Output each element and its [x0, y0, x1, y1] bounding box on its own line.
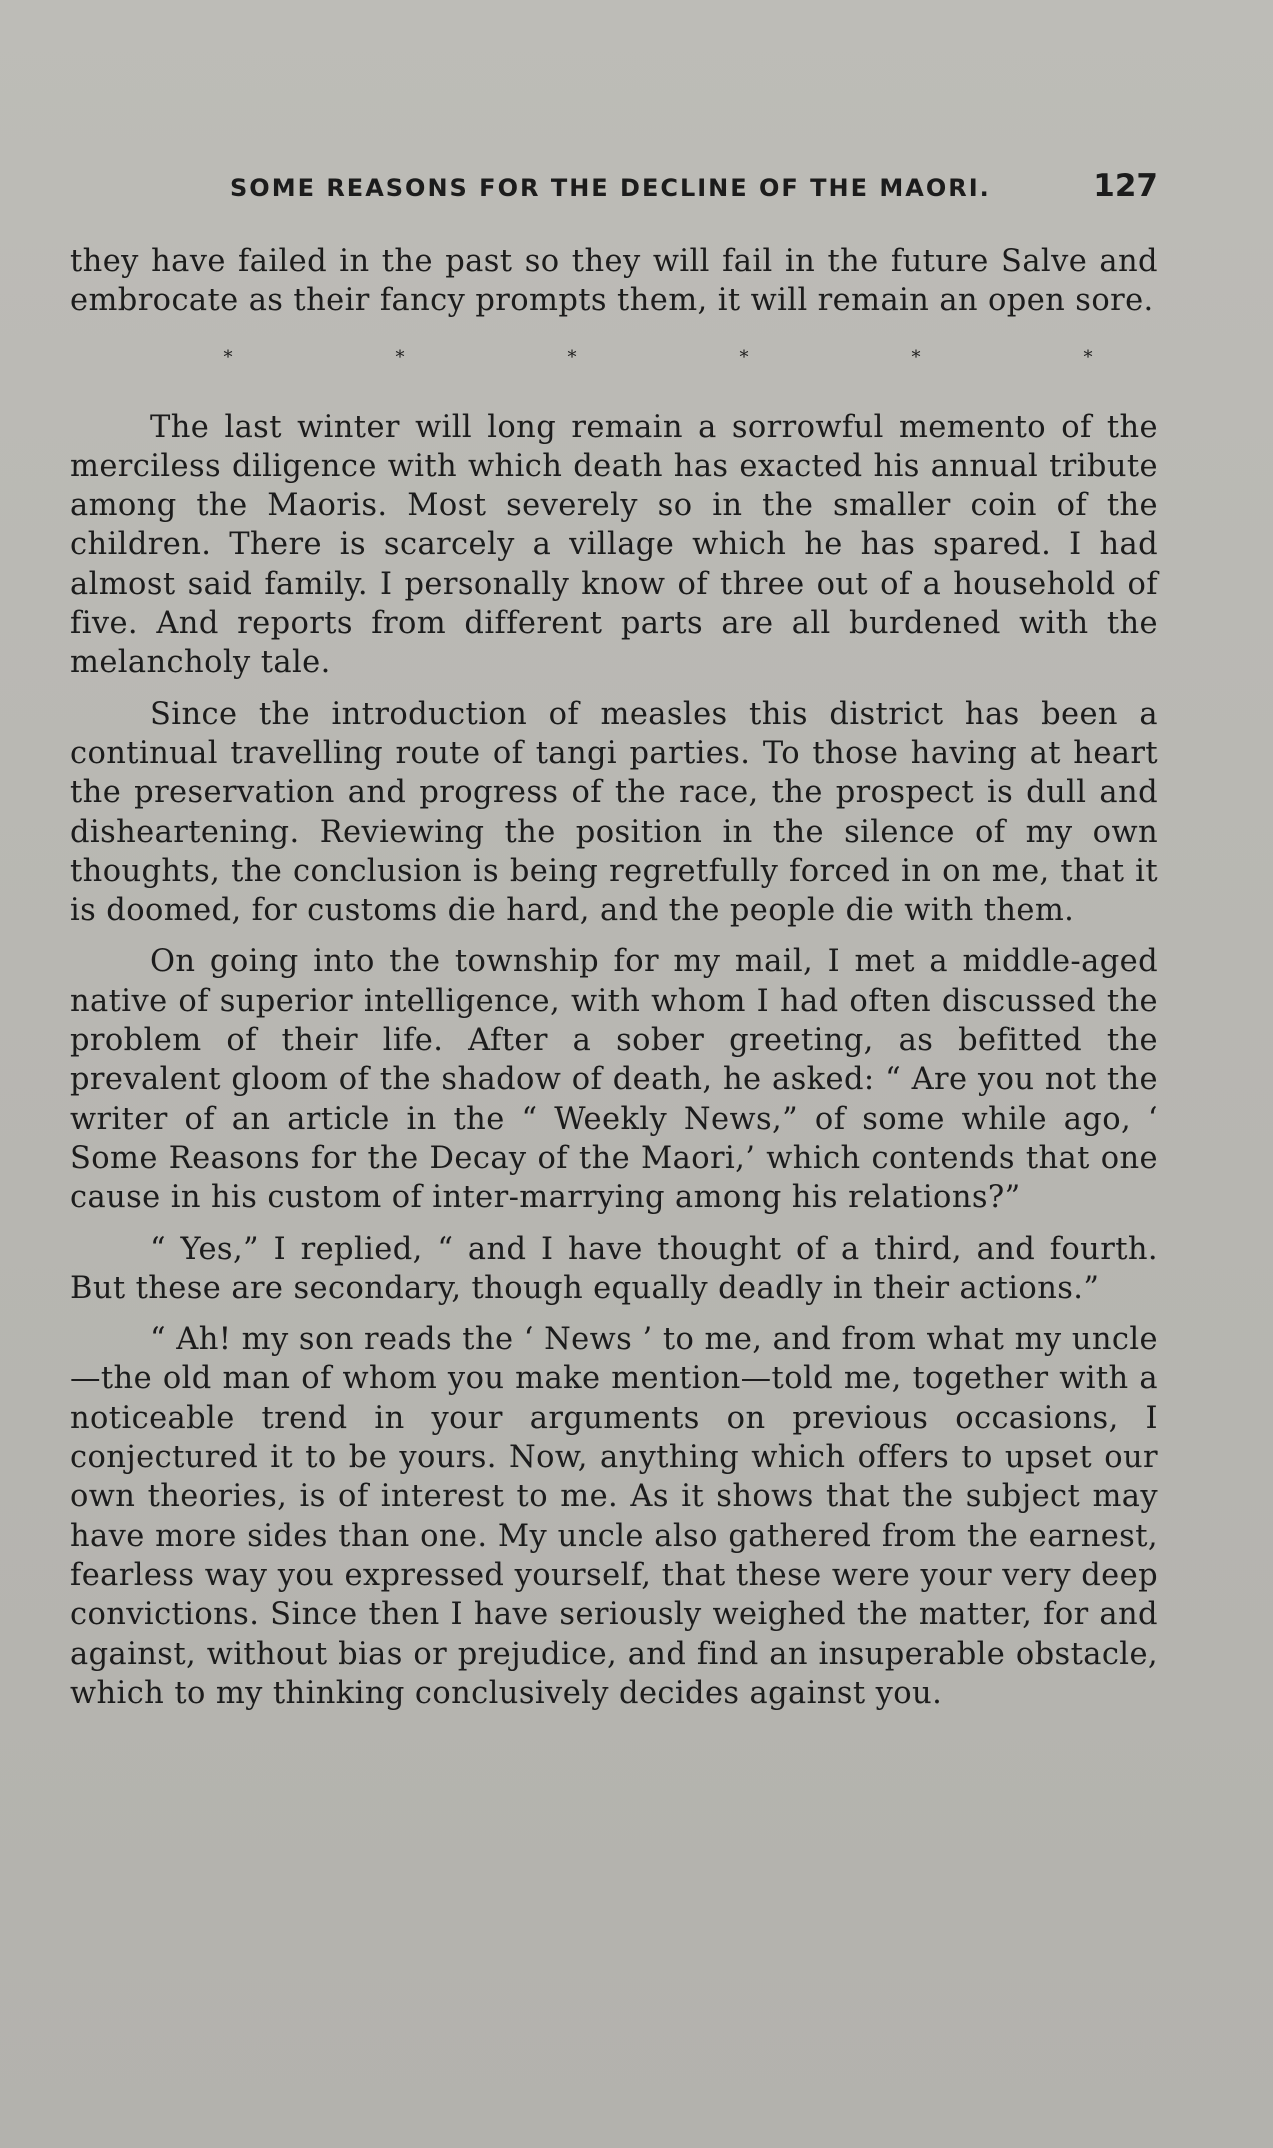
paragraph: The last winter will long remain a sorrowful memento of the merciless diligence with which death has exacted his annual tribute among the Maoris. Most severely so in the smaller coin of the children. There is scarcely a village which he has spared. I had almost said family. I personally know of three out of a household of five. And reports from different parts are all burdened with the melancholy tale. [70, 409, 1158, 681]
paragraph: “ Yes,” I replied, “ and I have thought of a third, and fourth. But these are secondary, though equally deadly in their actions.” [70, 1231, 1158, 1306]
paragraph: On going into the township for my mail, I met a middle-aged native of superior intelligence, with whom I had often discussed the problem of their life. After a sober greeting, as befitted the prevalent gloom of the shadow of death, he asked: “ Are you not the writer of an article in the “ Weekly News,” of some while ago, ‘ Some Reasons for the Decay of the Maori,’ which contends that one cause in his custom of inter-marrying among his relations?” [70, 944, 1158, 1216]
separator-star: * [739, 346, 749, 368]
paragraph-continuation: they have failed in the past so they will fail in the future Salve and embrocate as their fancy prompts them, it will remain an open sore. [70, 244, 1158, 319]
page-content [70, 168, 1158, 1725]
separator-star: * [567, 346, 577, 368]
separator-star: * [395, 346, 405, 368]
separator-star: * [223, 346, 233, 368]
section-separator [70, 347, 1158, 368]
paragraph: “ Ah! my son reads the ‘ News ’ to me, and from what my uncle—the old man of whom you make mention—told me, together with a noticeable trend in your arguments on previous occasions, I conjectured it to be yours. Now, anything which offers to upset our own theories, is of interest to me. As it shows that the subject may have more sides than one. My uncle also gathered from the earnest, fearless way you expressed yourself, that these were your very deep convictions. Since then I have seriously weighed the matter, for and against, without bias or prejudice, and find an insuperable obstacle, which to my thinking conclusively decides against you. [70, 1322, 1158, 1711]
paragraph: Since the introduction of measles this district has been a continual travelling route of tangi parties. To those having at heart the preservation and progress of the race, the prospect is dull and disheartening. Reviewing the position in the silence of my own thoughts, the conclusion is being regretfully forced in on me, that it is doomed, for customs die hard, and the people die with them. [70, 696, 1158, 929]
running-title: SOME REASONS FOR THE DECLINE OF THE MAORI. [230, 174, 991, 202]
separator-star: * [1083, 346, 1093, 368]
page-number: 127 [1093, 168, 1158, 204]
separator-star: * [911, 346, 921, 368]
running-header [70, 168, 1158, 212]
